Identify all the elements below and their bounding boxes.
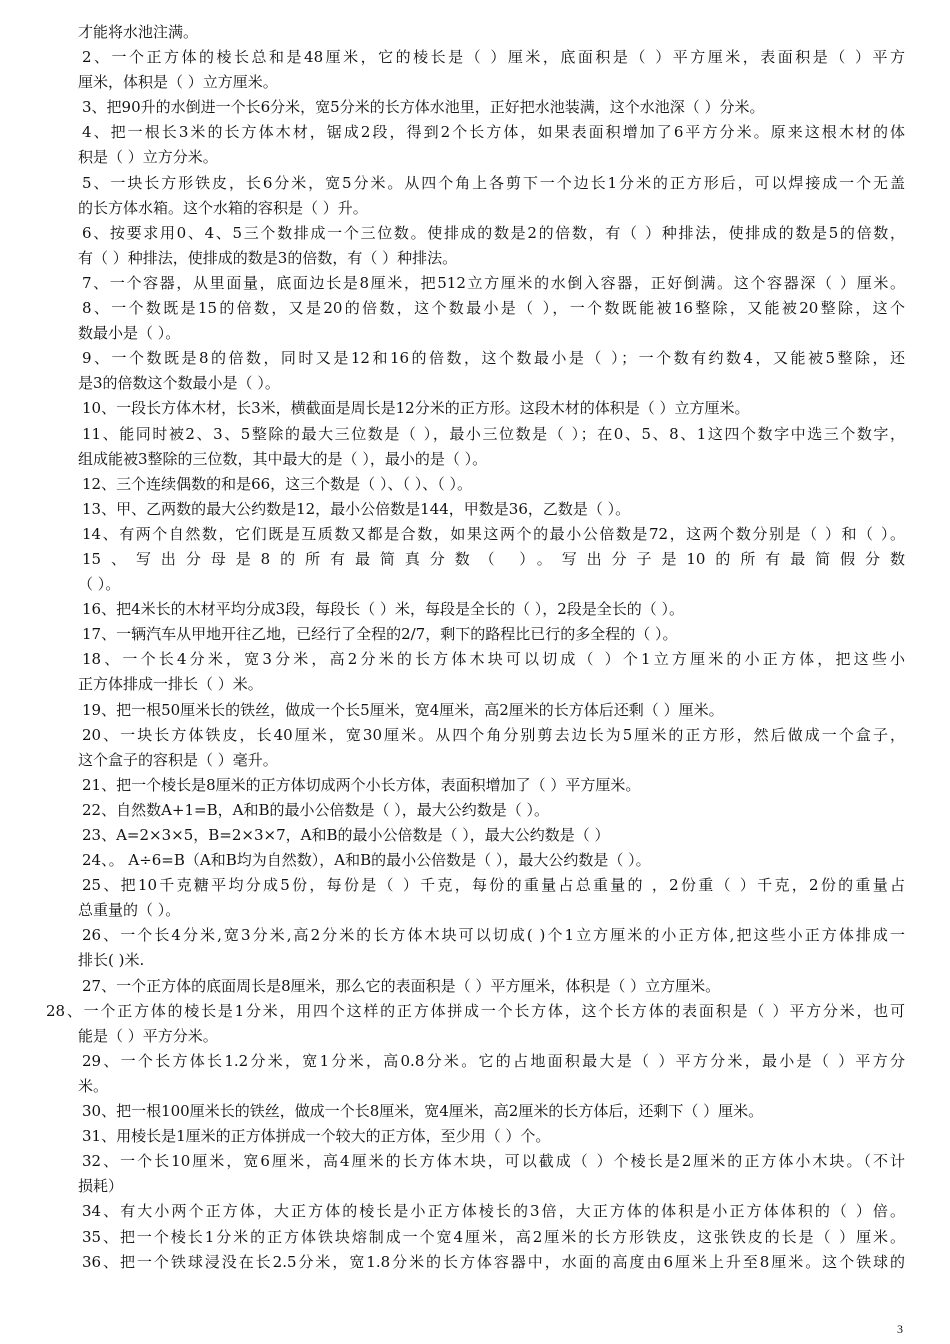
text-line: 35、把一个棱长1分米的正方体铁块熔制成一个宽4厘米，高2厘米的长方形铁皮，这张铁皮的长是（ ）厘米。 [82,1227,905,1246]
text-line: 21、把一个棱长是8厘米的正方体切成两个小长方体，表面积增加了（ ）平方厘米。 [82,775,641,794]
text-line: 31、用棱长是1厘米的正方体拼成一个较大的正方体，至少用（ ）个。 [82,1127,551,1146]
text-line: 的长方体水箱。这个水箱的容积是（ ）升。 [78,198,368,217]
text-line: 20、一块长方体铁皮，长40厘米，宽30厘米。从四个角分别剪去边长为5厘米的正方形，然后做成一个盒子， [82,725,905,744]
text-line: 3、把90升的水倒进一个长6分米，宽5分米的长方体水池里，正好把水池装满，这个水池深（ ）分米。 [82,98,765,117]
text-line: 正方体排成一排长（ ）米。 [78,675,263,694]
text-line: 损耗） [78,1177,124,1196]
text-line: 19、把一根50厘米长的铁丝，做成一个长5厘米，宽4厘米，高2厘米的长方体后还剩（ ）厘米。 [82,700,724,719]
text-line: 28、一个正方体的棱长是1分米，用四个这样的正方体拼成一个长方体，这个长方体的表面积是（ ）平方分米，也可 [46,1001,905,1020]
text-line: 25、把10千克糖平均分成5份，每份是（ ）千克，每份的重量占总重量的 ，2份重（ ）千克，2份的重量占 [82,876,905,895]
text-line: 22、自然数A+1=B，A和B的最小公倍数是（ ），最大公约数是（ ）。 [82,800,550,819]
text-line: 32、一个长10厘米，宽6厘米，高4厘米的长方体木块，可以截成（ ）个棱长是2厘米的正方体小木块。（不计 [82,1152,905,1171]
text-line: 7、一个容器，从里面量，底面边长是8厘米，把512立方厘米的水倒入容器，正好倒满。这个容器深（ ）厘米。 [82,273,905,292]
text-line: 23、A=2×3×5，B=2×3×7，A和B的最小公倍数是（ ），最大公约数是（ ） [82,826,610,844]
text-line: 组成能被3整除的三位数，其中最大的是（ ），最小的是（ ）。 [78,449,488,468]
text-line: 16、把4米长的木材平均分成3段，每段长（ ）米，每段是全长的（ ），2段是全长的（ ）。 [82,600,685,619]
text-line: 26、一个长4分米,宽3分米,高2分米的长方体木块可以切成( )个1立方厘米的小正方体,把这些小正方体排成一 [82,926,905,945]
text-line: 29、一个长方体长1.2分米，宽1分米，高0.8分米。它的占地面积最大是（ ）平方分米，最小是（ ）平方分 [82,1051,905,1070]
text-line: 米。 [78,1076,109,1095]
page-number: 3 [897,1322,903,1336]
text-line: 18、一个长4分米，宽3分米，高2分米的长方体木块可以切成（ ）个1立方厘米的小正方体，把这些小 [82,650,905,669]
text-line: 14、有两个自然数，它们既是互质数又都是合数，如果这两个的最小公倍数是72，这两个数分别是（ ）和（ ）。 [82,524,905,543]
text-line: 4、把一根长3米的长方体木材，锯成2段，得到2个长方体，如果表面积增加了6平方分米。原来这根木材的体 [82,123,905,142]
text-line: 30、把一根100厘米长的铁丝，做成一个长8厘米，宽4厘米，高2厘米的长方体后，还剩下（ ）厘米。 [82,1102,764,1121]
text-line: 17、一辆汽车从甲地开往乙地，已经行了全程的2/7，剩下的路程比已行的多全程的（ ）。 [82,625,678,644]
text-line: 是3的倍数这个数最小是（ ）。 [78,374,280,393]
text-line: 2、一个正方体的棱长总和是48厘米，它的棱长是（ ）厘米，底面积是（ ）平方厘米，表面积是（ ）平方 [82,48,905,67]
text-line: 27、一个正方体的底面周长是8厘米，那么它的表面积是（ ）平方厘米，体积是（ ）立方厘米。 [82,976,721,995]
text-line: 能是（ ）平方分米。 [78,1026,218,1045]
text-line: 数最小是（ ）。 [78,324,181,343]
text-line: 12、三个连续偶数的和是66，这三个数是（ ）、（ ）、（ ）。 [82,474,472,493]
text-line: 积是（ ）立方分米。 [78,148,218,167]
text-line: （ ）。 [78,575,121,594]
text-line: 34、有大小两个正方体，大正方体的棱长是小正方体棱长的3倍，大正方体的体积是小正方体体积的（ ）倍。 [82,1202,905,1221]
text-line: 有（ ）种排法，使排成的数是3的倍数，有（ ）种排法。 [78,248,458,267]
text-line: 才能将水池注满。 [78,23,199,41]
text-line: 总重量的（ ）。 [78,901,181,920]
text-line: 厘米，体积是（ ）立方厘米。 [78,73,278,92]
text-line: 这个盒子的容积是（ ）毫升。 [78,750,278,769]
text-line: 8、一个数既是15的倍数，又是20的倍数，这个数最小是（ ），一个数既能被16整除，又能被20整除，这个 [82,299,905,318]
text-line: 5、一块长方形铁皮，长6分米，宽5分米。从四个角上各剪下一个边长1分米的正方形后，可以焊接成一个无盖 [82,173,905,192]
text-line: 10、一段长方体木材，长3米，横截面是周长是12分米的正方形。这段木材的体积是（ ）立方厘米。 [82,399,750,418]
text-line: 36、把一个铁球浸没在长2.5分米，宽1.8分米的长方体容器中，水面的高度由6厘米上升至8厘米。这个铁球的 [82,1252,905,1271]
question-list [0,20,950,1275]
text-line: 6、按要求用0、4、5三个数排成一个三位数。使排成的数是2的倍数，有（ ）种排法，使排成的数是5的倍数， [82,223,905,242]
text-line: 11、能同时被2、3、5整除的最大三位数是（ ），最小三位数是（ ）；在0、5、8、1这四个数字中选三个数字， [82,424,905,443]
text-line: 24、。 A÷6=B（A和B均为自然数），A和B的最小公倍数是（ ），最大公约数是（ ）。 [82,851,651,870]
text-line: 排长( )米. [78,951,145,970]
text-line: 13、甲、乙两数的最大公约数是12，最小公倍数是144，甲数是36，乙数是（ ）。 [82,499,631,518]
text-line: 15、写出分母是8的所有最简真分数（ ）。写出分子是10的所有最简假分数 [82,549,905,568]
text-line: 9、一个数既是8的倍数，同时又是12和16的倍数，这个数最小是（ ）；一个数有约数4，又能被5整除，还 [82,349,905,368]
